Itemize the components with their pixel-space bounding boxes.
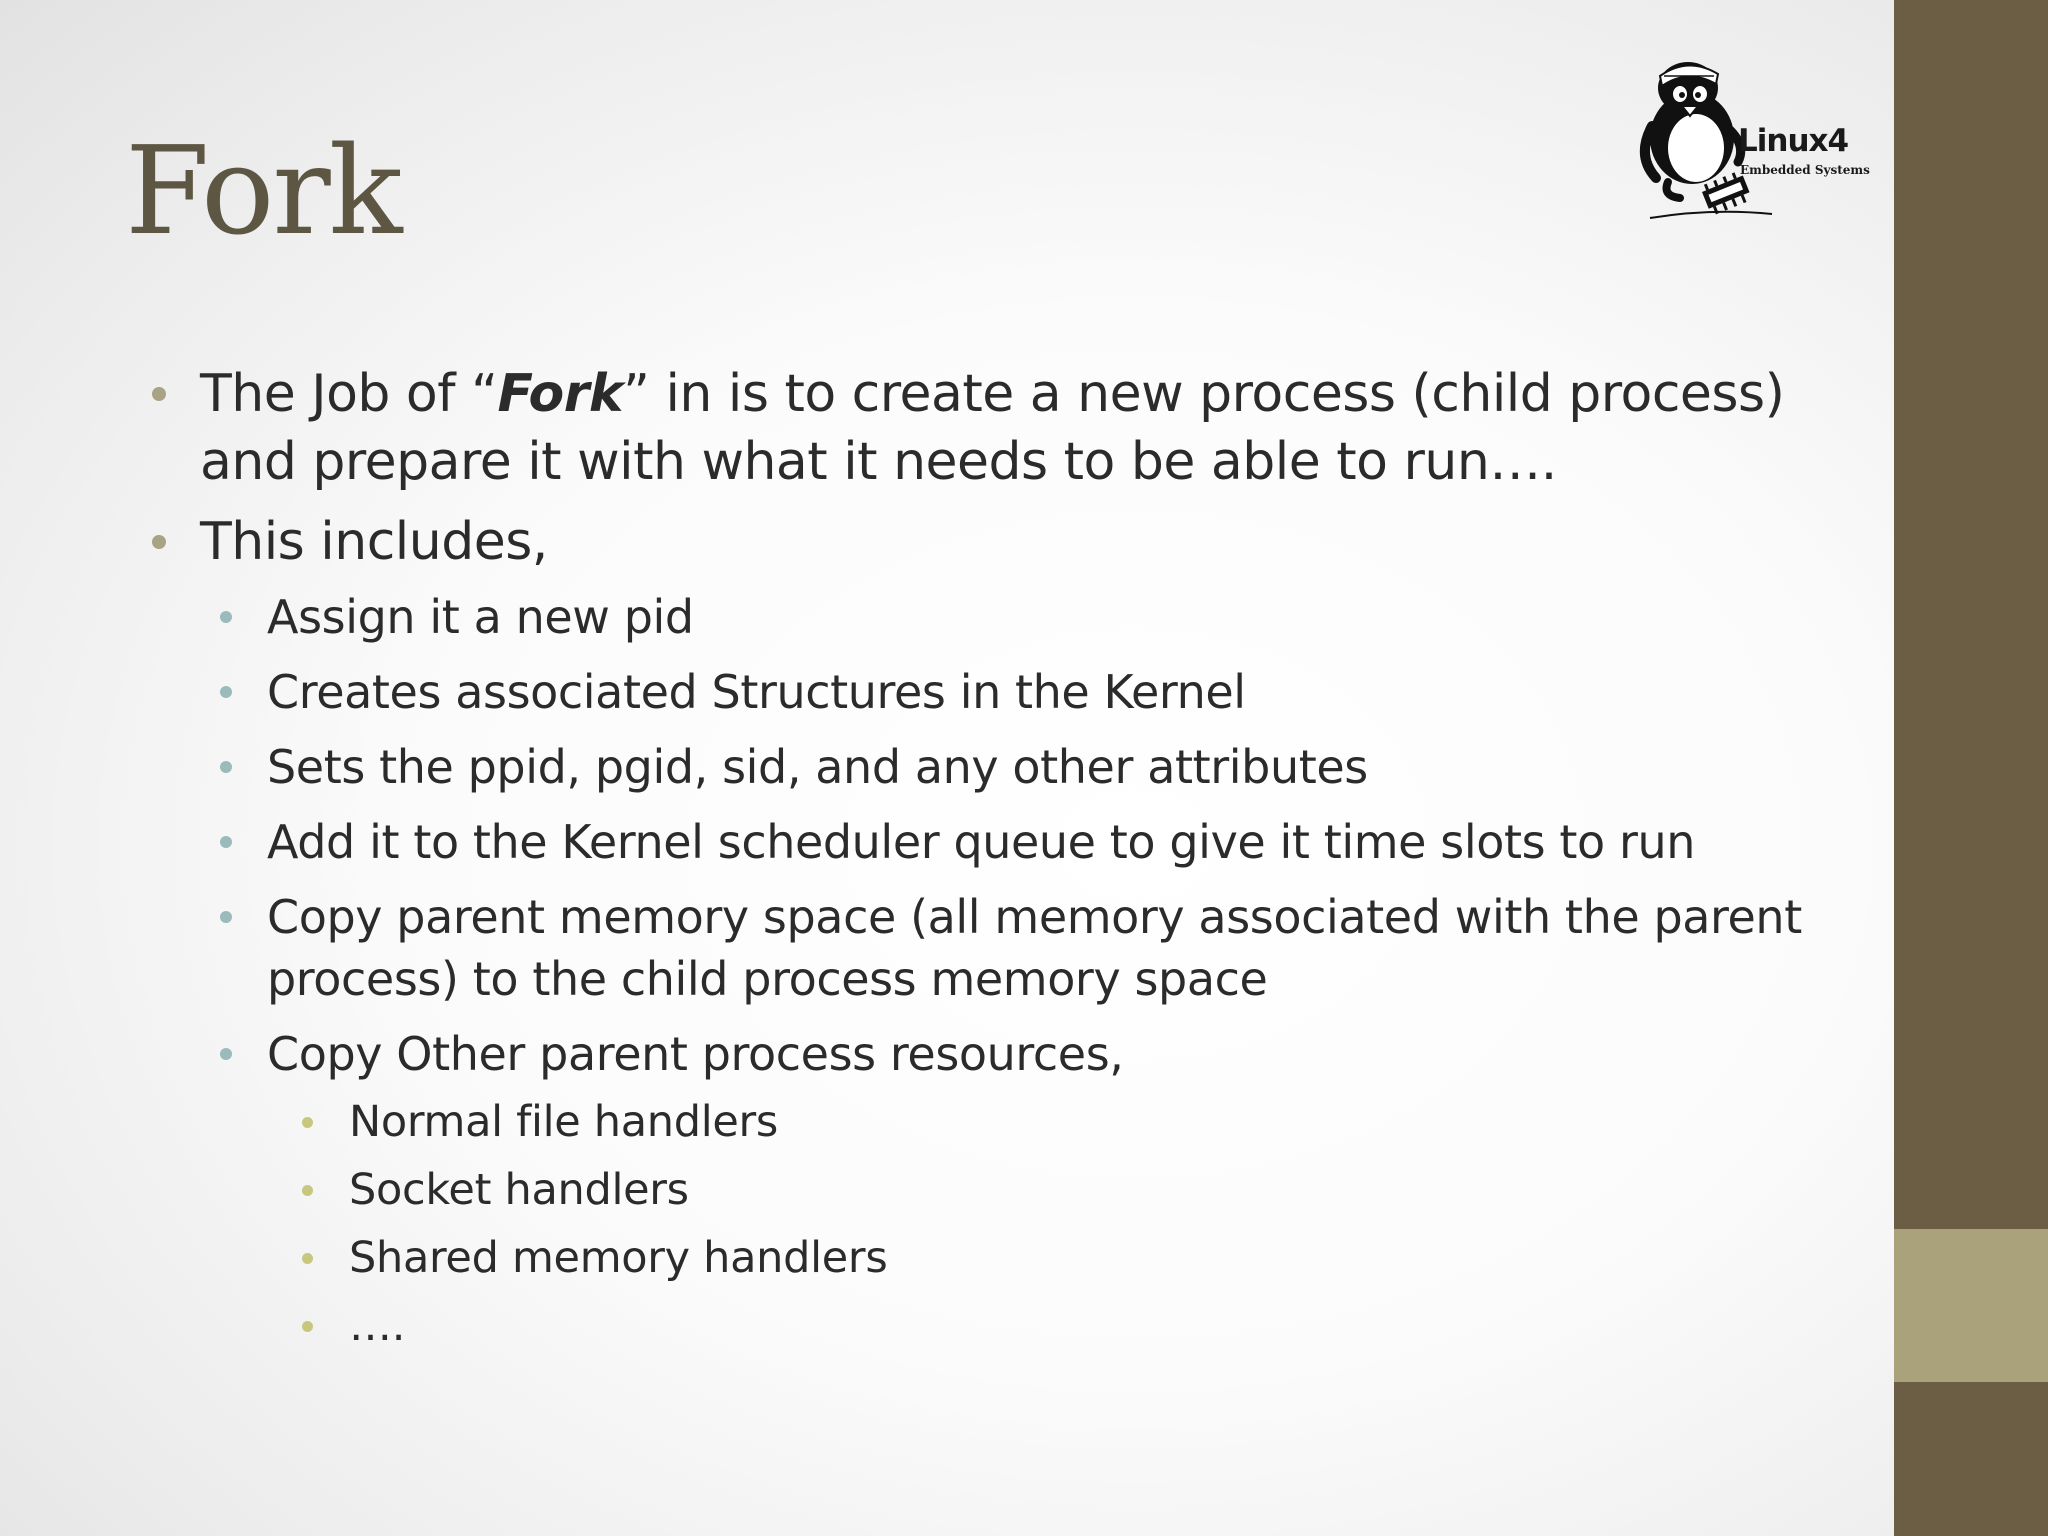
sub-bullet-text: Creates associated Structures in the Kernel: [267, 665, 1246, 719]
list-item: [267, 1297, 1840, 1355]
bullet-dot-icon: [220, 686, 232, 698]
side-bar: [1894, 0, 2048, 1536]
list-item: [200, 736, 1840, 798]
list-item: [267, 1093, 1840, 1151]
list-item: [200, 886, 1840, 1010]
logo-tagline: Embedded Systems: [1740, 163, 1870, 177]
sub-bullet-text: Add it to the Kernel scheduler queue to give it time slots to run: [267, 815, 1696, 869]
sub-bullet-list: [200, 586, 1840, 1355]
list-item: [200, 586, 1840, 648]
bullet-dot-icon: [152, 535, 166, 549]
bullet-dot-icon: [302, 1253, 313, 1264]
bullet-list: [140, 360, 1840, 1355]
bullet-dot-icon: [220, 911, 232, 923]
sub-sub-bullet-text: Normal file handlers: [349, 1097, 779, 1147]
sub-bullet-text: Copy Other parent process resources,: [267, 1027, 1124, 1081]
bullet-emphasis: Fork: [497, 364, 623, 424]
sub-bullet-text: Sets the ppid, pgid, sid, and any other attributes: [267, 740, 1368, 794]
list-item: [140, 508, 1840, 1355]
list-item: [267, 1229, 1840, 1287]
linux4-logo: [1622, 46, 1870, 228]
list-item: [200, 811, 1840, 873]
list-item: [140, 360, 1840, 496]
bullet-text-after: ” in is to create a new process (child process) and prepare it with what it needs to be able to run….: [200, 364, 1785, 492]
bullet-text-before: The Job of “: [200, 364, 498, 424]
bullet-dot-icon: [302, 1117, 313, 1128]
bullet-dot-icon: [220, 611, 232, 623]
slide-title: Fork: [125, 120, 401, 262]
list-item: [200, 661, 1840, 723]
list-item: [267, 1161, 1840, 1219]
logo-name: Linux4: [1738, 123, 1849, 159]
sub-sub-bullet-text: Socket handlers: [349, 1165, 689, 1215]
bullet-dot-icon: [220, 1048, 232, 1060]
sub-bullet-text: Copy parent memory space (all memory associated with the parent process) to the child process memory space: [267, 890, 1802, 1006]
bullet-dot-icon: [302, 1185, 313, 1196]
slide-body: [140, 360, 1840, 1368]
bullet-dot-icon: [220, 761, 232, 773]
sub-sub-bullet-text: Shared memory handlers: [349, 1233, 888, 1283]
bullet-dot-icon: [152, 387, 166, 401]
side-bar-accent: [1894, 1229, 2048, 1382]
sub-sub-bullet-text: ….: [349, 1301, 406, 1351]
list-item: [200, 1023, 1840, 1355]
sub-sub-bullet-list: [267, 1093, 1840, 1355]
bullet-dot-icon: [302, 1321, 313, 1332]
bullet-dot-icon: [220, 836, 232, 848]
bullet-text: This includes,: [200, 512, 548, 572]
sub-bullet-text: Assign it a new pid: [267, 590, 694, 644]
